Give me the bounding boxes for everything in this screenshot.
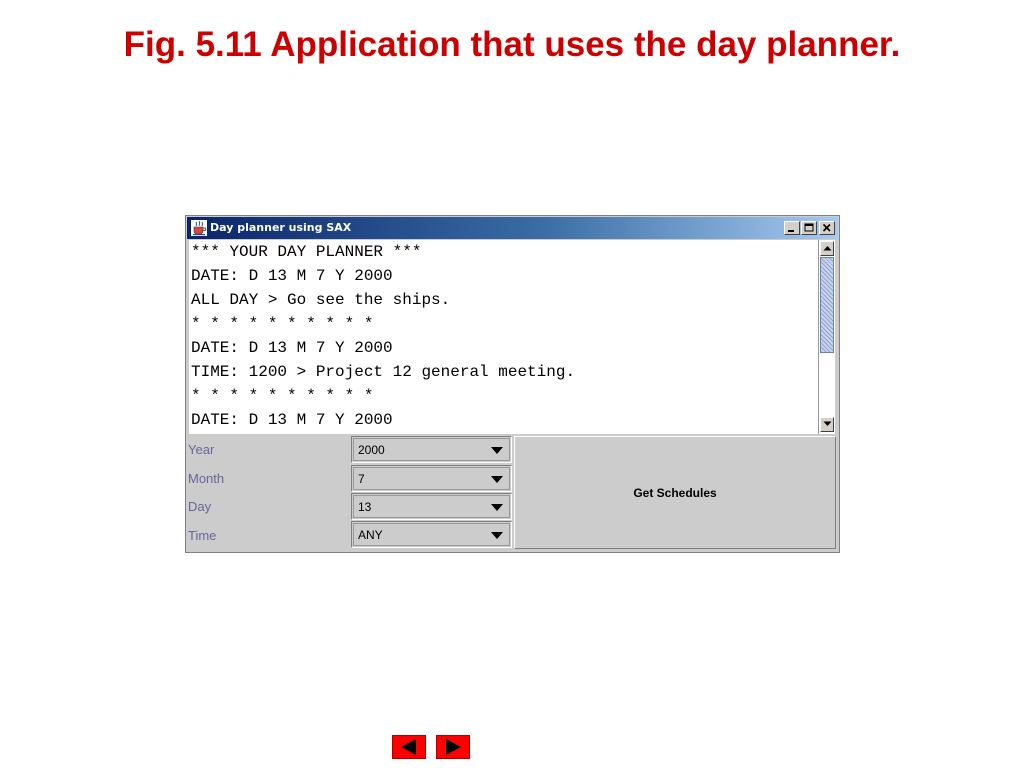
output-line: DATE: D 13 M 7 Y 2000 <box>191 267 393 285</box>
day-select[interactable] <box>351 493 512 520</box>
slide-title: Fig. 5.11 Application that uses the day planner. <box>123 25 901 64</box>
output-line: * * * * * * * * * * <box>191 387 374 405</box>
month-select[interactable] <box>351 465 512 492</box>
schedule-output[interactable] <box>189 240 818 434</box>
scroll-thumb[interactable] <box>820 257 834 353</box>
arrow-down-icon <box>823 421 832 427</box>
time-label: Time <box>188 528 217 543</box>
day-planner-window <box>185 215 840 553</box>
output-line: TIME: 1200 > Project 12 general meeting. <box>191 363 576 381</box>
close-icon <box>820 222 834 234</box>
minimize-button[interactable] <box>784 221 800 235</box>
prev-arrow-icon[interactable] <box>392 735 426 759</box>
day-label: Day <box>188 499 212 514</box>
day-select-field <box>353 495 510 518</box>
day-select-value: 13 <box>358 500 372 514</box>
window-titlebar[interactable] <box>187 217 838 239</box>
year-select-value: 2000 <box>358 443 385 457</box>
scroll-up-button[interactable] <box>820 241 834 256</box>
maximize-button[interactable] <box>801 221 817 235</box>
month-label: Month <box>188 471 225 486</box>
java-cup-icon <box>191 220 207 236</box>
chevron-down-icon <box>491 447 503 454</box>
month-select-field <box>353 467 510 490</box>
year-select[interactable] <box>351 436 512 463</box>
get-schedules-button[interactable]: Get Schedules <box>514 436 836 549</box>
vertical-scrollbar[interactable] <box>818 240 835 434</box>
time-select[interactable] <box>351 521 512 548</box>
year-select-field <box>353 438 510 461</box>
output-line: DATE: D 13 M 7 Y 2000 <box>191 411 393 429</box>
minimize-icon <box>785 222 799 234</box>
window-title: Day planner using SAX <box>210 221 352 234</box>
arrow-up-icon <box>823 245 832 251</box>
month-select-value: 7 <box>358 472 365 486</box>
close-button[interactable] <box>819 221 835 235</box>
next-arrow-icon[interactable] <box>436 735 470 759</box>
output-line: ALL DAY > Go see the ships. <box>191 291 451 309</box>
schedule-controls <box>187 435 838 551</box>
year-label: Year <box>188 442 215 457</box>
output-line: *** YOUR DAY PLANNER *** <box>191 243 422 261</box>
time-select-value: ANY <box>358 528 383 542</box>
output-line: * * * * * * * * * * <box>191 315 374 333</box>
chevron-down-icon <box>491 476 503 483</box>
output-line: DATE: D 13 M 7 Y 2000 <box>191 339 393 357</box>
time-select-field <box>353 523 510 546</box>
maximize-icon <box>802 222 816 234</box>
chevron-down-icon <box>491 532 503 539</box>
scroll-down-button[interactable] <box>820 417 834 432</box>
chevron-down-icon <box>491 504 503 511</box>
